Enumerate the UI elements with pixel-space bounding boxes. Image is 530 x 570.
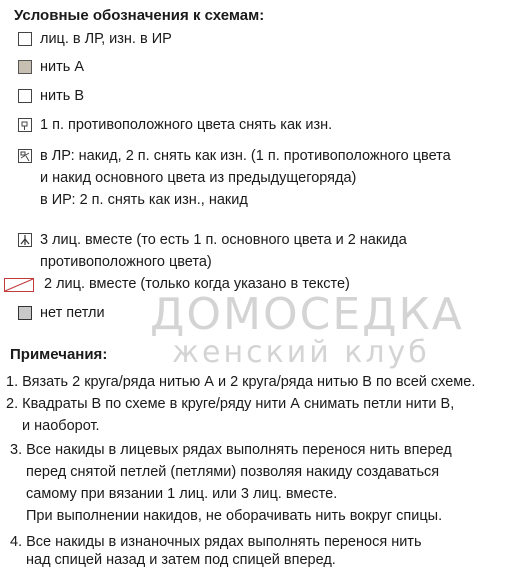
legend-item-yarn-a-label: нить А xyxy=(40,59,85,75)
legend-item-k3tog-line2: противоположного цвета) xyxy=(40,254,212,270)
legend-item-yo-slip-line1: в ЛР: накид, 2 п. снять как изн. (1 п. противоположного цвета xyxy=(40,148,451,164)
empty-square-icon xyxy=(18,89,32,103)
notes-title: Примечания: xyxy=(10,346,108,363)
no-stitch-icon xyxy=(18,306,32,320)
yarn-over-slip-icon xyxy=(18,149,32,163)
k3tog-icon xyxy=(18,233,32,247)
legend-item-no-stitch-label: нет петли xyxy=(40,305,105,321)
legend-item-knit-label: лиц. в ЛР, изн. в ИР xyxy=(40,31,172,47)
note-4-line2: над спицей назад и затем под спицей вперед. xyxy=(26,552,336,568)
legend-item-yo-slip-line2: и накид основного цвета из предыдущегоряда) xyxy=(40,170,357,186)
note-1-line1: 1. Вязать 2 круга/ряда нитью А и 2 круга/ряда нитью В по всей схеме. xyxy=(6,374,476,390)
note-3-line1: 3. Все накиды в лицевых рядах выполнять перенося нить вперед xyxy=(10,442,452,458)
legend-item-k2tog-label: 2 лиц. вместе (только когда указано в тексте) xyxy=(44,276,350,292)
legend-item-k3tog-line1: 3 лиц. вместе (то есть 1 п. основного цвета и 2 накида xyxy=(40,232,407,248)
note-4-line1: 4. Все накиды в изнаночных рядах выполнять перенося нить xyxy=(10,534,422,550)
note-2-line2: и наоборот. xyxy=(22,418,100,434)
watermark-logo-text: ДОМОСЕДКА xyxy=(150,289,464,340)
legend-item-yo-slip-line3: в ИР: 2 п. снять как изн., накид xyxy=(40,192,248,208)
legend-item-yarn-b-label: нить В xyxy=(40,88,85,104)
empty-square-icon xyxy=(18,32,32,46)
legend-item-slip-label: 1 п. противоположного цвета снять как изн. xyxy=(40,117,333,133)
note-3-line3: самому при вязании 1 лиц. или 3 лиц. вместе. xyxy=(26,486,338,502)
legend-title: Условные обозначения к схемам: xyxy=(14,7,265,24)
note-3-line4: При выполнении накидов, не оборачивать нить вокруг спицы. xyxy=(26,508,443,524)
watermark-subtitle: женский клуб xyxy=(172,335,430,370)
k2tog-wide-icon xyxy=(4,278,34,292)
note-3-line2: перед снятой петлей (петлями) позволяя накиду создаваться xyxy=(26,464,440,480)
color-a-square-icon xyxy=(18,60,32,74)
note-2-line1: 2. Квадраты В по схеме в круге/ряду нити А снимать петли нити В, xyxy=(6,396,455,412)
slip-stitch-icon xyxy=(18,118,32,132)
